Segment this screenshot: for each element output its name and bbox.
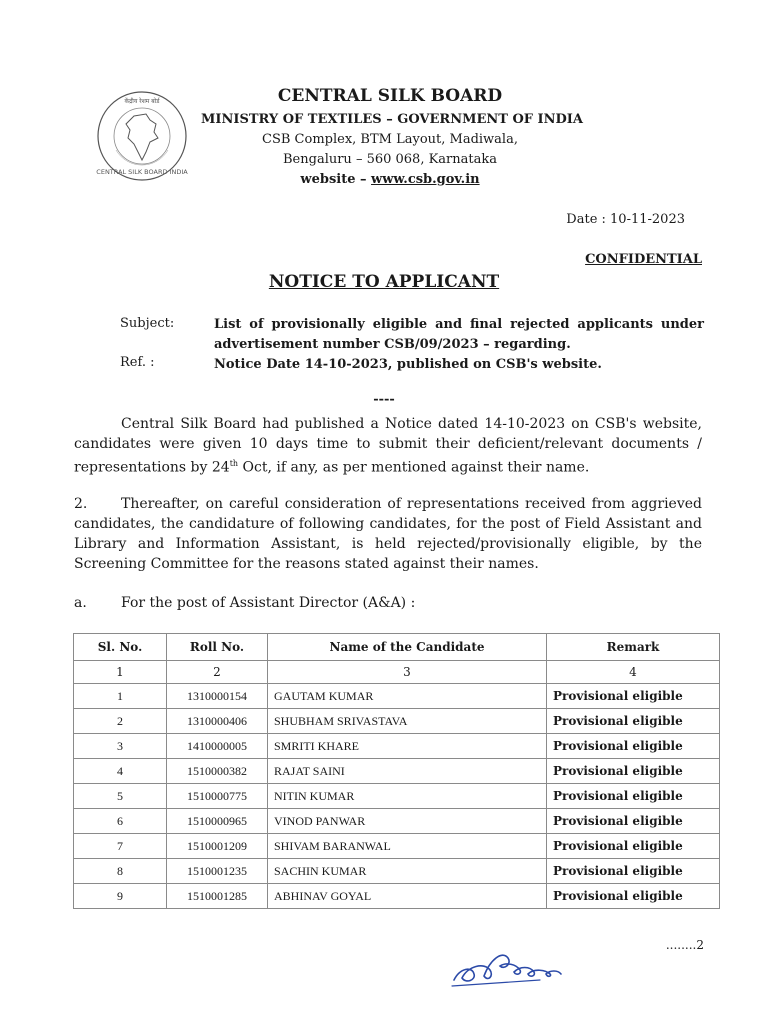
handwritten-signature <box>450 940 565 990</box>
candidates-table <box>73 633 720 909</box>
column-index: 2 <box>167 661 268 684</box>
cell-remark: Provisional eligible <box>547 884 720 909</box>
column-index: 3 <box>268 661 547 684</box>
cell-name: SACHIN KUMAR <box>268 859 547 884</box>
paragraph-2 <box>74 494 702 574</box>
cell-name: VINOD PANWAR <box>268 809 547 834</box>
table-row <box>74 859 720 884</box>
cell-roll-no: 1510001235 <box>167 859 268 884</box>
ref-text: Notice Date 14-10-2023, published on CSB's website. <box>214 357 602 372</box>
cell-sl-no: 8 <box>74 859 167 884</box>
paragraph-1-text-a: Central Silk Board had published a Notice dated 14-10-2023 on CSB's website, candidates were given 10 days time to submit their deficient/relevant documents / representations by 24 <box>74 416 702 476</box>
seal-text-top: केंद्रीय रेशम बोर्ड <box>124 98 160 105</box>
column-index: 4 <box>547 661 720 684</box>
table-row <box>74 759 720 784</box>
table-header-row <box>74 634 720 661</box>
cell-roll-no: 1510000965 <box>167 809 268 834</box>
paragraph-1 <box>74 414 702 478</box>
cell-remark: Provisional eligible <box>547 784 720 809</box>
confidential-mark: CONFIDENTIAL <box>585 252 702 267</box>
cell-remark: Provisional eligible <box>547 759 720 784</box>
header-remark: Remark <box>547 634 720 661</box>
cell-roll-no: 1310000406 <box>167 709 268 734</box>
cell-remark: Provisional eligible <box>547 859 720 884</box>
seal-text-bottom: CENTRAL SILK BOARD INDIA <box>96 168 188 176</box>
table-row <box>74 734 720 759</box>
subject-text: List of provisionally eligible and final rejected applicants under advertisement number CSB/09/2023 – regarding. <box>214 317 704 352</box>
cell-name: ABHINAV GOYAL <box>268 884 547 909</box>
paragraph-2-text: Thereafter, on careful consideration of representations received from aggrieved candidates, the candidature of following candidates, for the post of Field Assistant and Library and Information Assistant, is held rejected/provisionally eligible, by the Screening Committee for the reasons stated against their names. <box>74 496 702 572</box>
cell-name: SHIVAM BARANWAL <box>268 834 547 859</box>
table-row <box>74 709 720 734</box>
paragraph-1-text-b: Oct, if any, as per mentioned against their name. <box>238 459 590 476</box>
item-a-text: For the post of Assistant Director (A&A) : <box>121 595 416 611</box>
cell-sl-no: 3 <box>74 734 167 759</box>
table-row <box>74 884 720 909</box>
website-link[interactable]: www.csb.gov.in <box>371 172 480 187</box>
org-title: CENTRAL SILK BOARD <box>277 86 503 106</box>
cell-remark: Provisional eligible <box>547 709 720 734</box>
subject-label: Subject: <box>120 316 175 331</box>
ref-label: Ref. : <box>120 355 155 370</box>
cell-sl-no: 5 <box>74 784 167 809</box>
cell-name: SHUBHAM SRIVASTAVA <box>268 709 547 734</box>
cell-sl-no: 1 <box>74 684 167 709</box>
cell-remark: Provisional eligible <box>547 684 720 709</box>
cell-sl-no: 2 <box>74 709 167 734</box>
header-candidate-name: Name of the Candidate <box>268 634 547 661</box>
cell-roll-no: 1510000382 <box>167 759 268 784</box>
notice-title: NOTICE TO APPLICANT <box>268 272 500 292</box>
website-label: website – <box>300 172 372 187</box>
cell-name: RAJAT SAINI <box>268 759 547 784</box>
cell-remark: Provisional eligible <box>547 834 720 859</box>
notice-date: Date : 10-11-2023 <box>566 212 685 227</box>
address-line-1: CSB Complex, BTM Layout, Madiwala, <box>262 132 518 147</box>
ministry-line: MINISTRY OF TEXTILES – GOVERNMENT OF INDIA <box>201 112 583 127</box>
table-row <box>74 684 720 709</box>
table-row <box>74 834 720 859</box>
table-row <box>74 809 720 834</box>
csb-seal-logo <box>96 90 188 182</box>
cell-remark: Provisional eligible <box>547 734 720 759</box>
header-roll-no: Roll No. <box>167 634 268 661</box>
cell-roll-no: 1310000154 <box>167 684 268 709</box>
item-a-number: a. <box>74 595 87 611</box>
cell-sl-no: 4 <box>74 759 167 784</box>
page-continuation: ........2 <box>665 938 704 952</box>
cell-remark: Provisional eligible <box>547 809 720 834</box>
cell-roll-no: 1510000775 <box>167 784 268 809</box>
separator: ---- <box>373 392 395 407</box>
cell-sl-no: 9 <box>74 884 167 909</box>
website-line <box>200 172 580 187</box>
paragraph-1-sup: th <box>229 459 239 468</box>
item-a <box>74 595 415 611</box>
cell-sl-no: 7 <box>74 834 167 859</box>
paragraph-2-number: 2. <box>74 496 88 512</box>
cell-name: GAUTAM KUMAR <box>268 684 547 709</box>
column-index: 1 <box>74 661 167 684</box>
table-row <box>74 784 720 809</box>
table-column-index-row <box>74 661 720 684</box>
header-sl-no: Sl. No. <box>74 634 167 661</box>
cell-roll-no: 1510001285 <box>167 884 268 909</box>
address-line-2: Bengaluru – 560 068, Karnataka <box>283 152 497 167</box>
cell-roll-no: 1410000005 <box>167 734 268 759</box>
cell-name: NITIN KUMAR <box>268 784 547 809</box>
cell-roll-no: 1510001209 <box>167 834 268 859</box>
cell-name: SMRITI KHARE <box>268 734 547 759</box>
cell-sl-no: 6 <box>74 809 167 834</box>
